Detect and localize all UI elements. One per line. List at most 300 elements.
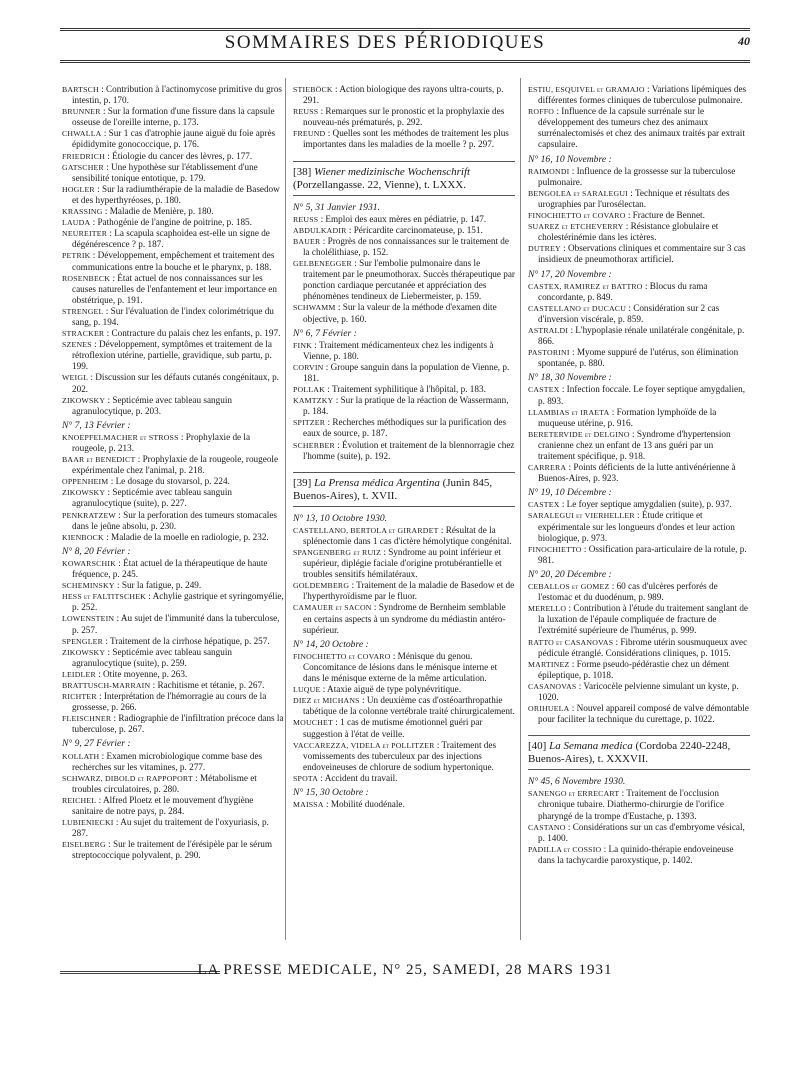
column-left — [62, 84, 284, 861]
entry-text: : Syndrome de Bernheim semblable en certains aspects à un syndrome du médiastin antéro-supérieur. — [303, 602, 506, 635]
entry-text: : Résistance globulaire et cholestérinémie dans les ictères. — [538, 221, 719, 243]
entry-text: : Le foyer septique amygdalien (suite), p. 937. — [559, 499, 732, 510]
abstract-entry — [62, 647, 284, 669]
author-names: LOWENSTEIN — [62, 614, 115, 624]
author-names: PADILLA et COSSIO — [528, 844, 602, 854]
issue-heading: N° 8, 20 Février : — [62, 545, 131, 557]
abstract-entry — [293, 695, 515, 717]
abstract-entry — [293, 340, 515, 362]
entry-text: : Contribution à l'actinomycose primitive du gros intestin, p. 170. — [72, 84, 282, 106]
abstract-entry — [293, 128, 515, 150]
entry-text: : Prophylaxie de la rougeole, p. 213. — [72, 431, 251, 453]
entry-text: : Groupe sanguin dans la population de Vienne, p. 181. — [303, 361, 510, 383]
entry-text: : Recherches méthodiques sur la purification des eaux de source, p. 187. — [303, 417, 507, 439]
page-header — [60, 28, 750, 68]
entry-text: : Observations cliniques et commentaire sur 3 cas insidieux de pneumothorax artificiel. — [538, 243, 746, 265]
entry-text: : Action biologique des rayons ultra-courts, p. 291. — [303, 84, 504, 106]
author-names: KNOEPFELMACHER et STROSS — [62, 432, 179, 442]
page-title: SOMMAIRES DES PÉRIODIQUES — [224, 32, 546, 53]
author-names: STRACKER — [62, 329, 105, 339]
author-names: REUSS — [293, 214, 319, 224]
journal-details: (Porzellangasse. 22, Vienne), t. LXXX. — [293, 178, 466, 191]
issue-heading: N° 14, 20 Octobre : — [293, 638, 369, 650]
issue-heading: N° 20, 20 Décembre : — [528, 568, 612, 580]
entry-text: : Prophylaxie de la rougeole, rougeole expérimentale chez l'animal, p. 218. — [72, 454, 279, 476]
issue-heading: N° 5, 31 Janvier 1931. — [293, 201, 380, 213]
author-names: CASTANO — [528, 822, 566, 832]
entry-text: : État actuel de nos connaissances sur les causes naturelles de l'enfantement et leur importance en obstétrique, p. 191. — [72, 272, 277, 305]
author-names: KRASSING — [62, 207, 103, 217]
abstract-entry — [293, 417, 515, 439]
abstract-entry — [62, 713, 284, 735]
author-names: FINOCHIETTO et COVARO — [528, 211, 626, 221]
author-names: BAAR et BENEDICT — [62, 455, 136, 465]
author-names: LEIDLER — [62, 669, 96, 679]
entry-text: : Sur l'évaluation de l'index colorimétrique du sang, p. 194. — [72, 305, 274, 327]
abstract-entry — [62, 206, 284, 217]
abstract-entry — [528, 243, 750, 265]
author-names: REUSS — [293, 107, 319, 117]
entry-text: : Septicémie avec tableau sanguin agranulocytique, p. 203. — [72, 394, 232, 416]
entry-text: : Ménisque du genou. Concomitance de lésions dans le ménisque interne et dans le ménisque externe de la même articulation. — [303, 650, 498, 684]
entry-text: : La scapula scaphoidea est-elle un signe de dégénérescence ? p. 187. — [72, 228, 270, 250]
entry-text: : Contribution à l'étude du traitement sanglant de la luxation de l'épaule compliquée de fracture de l'extrémité supérieure de l'humérus, p. 999. — [538, 603, 749, 636]
author-names: DUTREY — [528, 244, 561, 254]
abstract-entry — [528, 281, 750, 303]
abstract-entry — [293, 740, 515, 773]
issue-heading: N° 15, 30 Octobre : — [293, 786, 369, 798]
entry-text: : Accident du travail. — [318, 772, 398, 783]
entry-text: : Péricardite carcinomateuse, p. 151. — [346, 224, 483, 235]
page-number: 40 — [738, 34, 750, 48]
entry-text: : L'hypoplasie rénale unilatérale congénitale, p. 866. — [538, 324, 745, 347]
author-names: SCHERBER — [293, 440, 335, 450]
abstract-entry — [528, 221, 750, 243]
abstract-entry — [293, 258, 515, 302]
entry-text: : Influence de la grossesse sur la tuberculose pulmonaire. — [538, 165, 736, 187]
author-names: CARRERA — [528, 463, 567, 473]
abstract-entry — [62, 795, 284, 817]
abstract-entry — [62, 558, 284, 580]
abstract-entry — [62, 432, 284, 454]
entry-text: : Traitement médicamenteux chez les indigents à Vienne, p. 180. — [303, 339, 494, 361]
author-names: CEBALLOS et GOMEZ — [528, 582, 610, 592]
author-names: CHWALLA — [62, 129, 102, 139]
entry-text: : Considération sur 2 cas d'inversion viscérale, p. 859. — [538, 302, 720, 324]
issue-heading: N° 7, 13 Février : — [62, 419, 131, 431]
entry-text: : 1 cas de mutisme émotionnel guéri par suggestion à l'état de veille. — [303, 717, 483, 739]
abstract-entry — [528, 429, 750, 462]
abstract-entry — [293, 106, 515, 128]
author-names: KIENBOCK — [62, 532, 104, 542]
author-names: KOLLATH — [62, 751, 100, 761]
abstract-entry — [62, 669, 284, 680]
author-names: MOUCHET — [293, 718, 333, 728]
abstract-entry — [62, 839, 284, 861]
abstract-entry — [293, 684, 515, 695]
abstract-entry — [62, 339, 284, 372]
author-names: SPENGLER — [62, 636, 104, 646]
entry-text: : État actuel de la thérapeutique de haute fréquence, p. 245. — [72, 557, 268, 580]
abstract-entry — [528, 581, 750, 603]
abstract-entry — [293, 395, 515, 417]
entry-text: : Un deuxième cas d'ostéoarthropathie tabétique de la colonne vertébrale traité chirurgicalement. — [303, 695, 515, 717]
author-names: PASTORINI — [528, 348, 570, 358]
entry-text: : Sur la formation d'une fissure dans la capsule osseuse de l'oreille interne, p. 173. — [72, 106, 275, 128]
entry-text: : Septicémie avec tableau sanguin agranulocytique (suite), p. 227. — [72, 487, 232, 509]
author-names: STIEBÖCK — [293, 85, 333, 94]
abstract-entry — [62, 476, 284, 487]
journal-title: La Prensa médica Argentina — [314, 476, 440, 489]
author-names: SCHWAMM — [293, 303, 336, 313]
abstract-entry — [62, 306, 284, 328]
abstract-entry — [528, 325, 750, 347]
author-names: SPITZER — [293, 418, 326, 428]
author-names: VACCAREZZA, VIDELA et POLLITZER — [293, 740, 435, 750]
author-names: CASTELLANO et DUCACU — [528, 303, 627, 313]
issue-heading: N° 9, 27 Février : — [62, 738, 131, 750]
journal-heading — [293, 472, 515, 507]
abstract-entry — [528, 462, 750, 484]
entry-text: : Forme pseudo-pédérastie chez un dément épileptique, p. 1018. — [538, 658, 730, 680]
abstract-entry — [62, 84, 284, 106]
column-divider — [520, 78, 521, 940]
author-names: FINOCHIETTO et COVARO — [293, 651, 391, 661]
issue-heading: N° 19, 10 Décembre : — [528, 487, 612, 499]
entry-text: : Traitement des vomissements des tuberculeux par des injections endoveineuses de chlorure de sodium hypertonique. — [303, 739, 497, 772]
abstract-entry — [62, 454, 284, 476]
entry-text: : Traitement syphilitique à l'hôpital, p. 183. — [324, 384, 486, 395]
entry-text: : Sur la radiumthérapie de la maladie de Basedow et des hyperthyréoses, p. 180. — [72, 183, 280, 205]
abstract-entry — [528, 544, 750, 566]
author-names: LUBIENIECKI — [62, 818, 114, 828]
abstract-entry — [62, 162, 284, 184]
author-names: ABDULKADIR — [293, 225, 347, 235]
abstract-entry — [62, 106, 284, 128]
entry-text: : Technique et résultats des urographies par l'urosélectan. — [538, 187, 730, 209]
author-names: SCHEMINSKY — [62, 581, 115, 591]
entry-text: : Variations lipémiques des différentes formes cliniques de tuberculose pulmonaire. — [538, 84, 747, 106]
abstract-entry — [62, 487, 284, 509]
author-names: CASTEX — [528, 500, 560, 510]
abstract-entry — [62, 680, 284, 691]
author-names: ASTRALDI — [528, 325, 569, 335]
abstract-entry — [528, 659, 750, 681]
journal-details: (Cordoba 2240-2248, Buenos-Aires), t. XXXVII. — [528, 740, 731, 766]
issue-heading: N° 13, 10 Octobre 1930. — [293, 512, 388, 524]
author-names: ESTIU, ESQUIVEL et GRAMAJO — [528, 85, 645, 94]
entry-text: : Développement, symptômes et traitement de la rétroflexion utérine, partielle, gravidique, sub partu, p. 199. — [72, 339, 272, 372]
column-right — [528, 84, 750, 866]
entry-text: : 60 cas d'ulcères perforés de l'estomac et du duodénum, p. 989. — [538, 581, 718, 603]
entry-text: : Traitement de la maladie de Basedow et de l'hyperthyroïdisme par le fluor. — [303, 580, 515, 602]
abstract-entry — [62, 751, 284, 773]
issue-heading: N° 6, 7 Février : — [293, 327, 357, 339]
entry-text: : Interprétation de l'hémorragie au cours de la grossesse, p. 266. — [72, 691, 267, 713]
abstract-entry — [528, 681, 750, 703]
journal-title: Wiener medizinische Wochenschrift — [314, 165, 471, 178]
journal-details: (Junin 845, Buenos-Aires), t. XVII. — [293, 476, 493, 502]
journal-number: [40] — [528, 740, 550, 753]
author-names: SCHWARZ, DIBOLD et RAPPOPORT — [62, 773, 193, 783]
entry-text: : Rachitisme et tétanie, p. 267. — [150, 679, 265, 690]
abstract-entry — [528, 188, 750, 210]
author-names: BRUNNER — [62, 107, 101, 117]
abstract-entry — [528, 210, 750, 221]
entry-text: : Progrès de nos connaissances sur le traitement de la cholélithiase, p. 152. — [303, 235, 509, 257]
entry-text: : Points déficients de la lutte antivénérienne à Buenos-Aires, p. 923. — [538, 462, 736, 484]
author-names: ROSENBECK — [62, 273, 111, 283]
author-names: CASTEX, RAMIREZ et BATTRO — [528, 281, 643, 291]
abstract-entry — [62, 591, 284, 613]
entry-text: : Influence de la capsule surrénale sur le développement des tumeurs chez des animaux surrénalectomisés et chez des animaux traités par extrait capsulaire. — [538, 106, 745, 150]
journal-title: La Semana medica — [549, 740, 633, 753]
journal-heading — [293, 161, 515, 196]
author-names: NEUREITER — [62, 229, 108, 239]
abstract-entry — [62, 184, 284, 206]
abstract-entry — [528, 703, 750, 725]
entry-text: : Sur le traitement de l'érésipèle par le sérum streptococcique polyvalent, p. 290. — [72, 839, 273, 861]
abstract-entry — [62, 250, 284, 272]
abstract-entry — [528, 637, 750, 659]
header-rule-top — [60, 28, 750, 31]
author-names: GOLDEMBERG — [293, 581, 350, 591]
entry-text: : Contracture du palais chez les enfants, p. 197. — [104, 328, 281, 339]
entry-text: : Sur la pratique de la réaction de Wassermann, p. 184. — [303, 395, 509, 417]
abstract-entry — [293, 525, 515, 547]
author-names: RATTO et CASANOVAS — [528, 637, 614, 647]
entry-text: : Syndrome au point inférieur et supérieur, diplégie faciale d'origine protubérantielle et troubles sensitifs hémilatéraux. — [303, 547, 502, 580]
abstract-entry — [528, 844, 750, 866]
abstract-entry — [62, 151, 284, 162]
author-names: SANENGO et ERRECART — [528, 789, 620, 799]
abstract-entry — [293, 302, 515, 324]
entry-text: : Achylie gastrique et syringomyélie, p. 252. — [72, 591, 284, 613]
abstract-entry — [62, 773, 284, 795]
entry-text: : Sur l'embolie pulmonaire dans le traitement par le pneumothorax. Succès thérapeutique par ponction cardiaque percutanée et appréciation des phénomènes tendineux de Liebermeister, p. 159. — [303, 258, 515, 302]
entry-text: : Infection foccale. Le foyer septique amygdalien, p. 893. — [538, 384, 745, 406]
issue-heading: N° 17, 20 Novembre : — [528, 268, 612, 280]
entry-text: : Au sujet de l'immunité dans la tuberculose, p. 257. — [72, 613, 280, 635]
entry-text: : Maladie de Menière, p. 180. — [102, 206, 214, 217]
author-names: FINOCHIETTO — [528, 544, 582, 554]
author-names: CORVIN — [293, 362, 324, 372]
header-rule-bottom — [60, 60, 750, 63]
entry-text: : Considérations sur un cas d'embryome vésical, p. 1400. — [538, 821, 745, 843]
entry-text: : Étiologie du cancer des lèvres, p. 177. — [104, 150, 253, 161]
author-names: BARTSCH — [62, 85, 99, 94]
entry-text: : Maladie de la moelle en radiologie, p. 232. — [103, 531, 269, 542]
author-names: EISELBERG — [62, 840, 106, 850]
author-names: PETRIK — [62, 251, 91, 261]
author-names: ZIKOWSKY — [62, 395, 106, 405]
entry-text: : Une hypothèse sur l'établissement d'une sensibilité tonique entotique, p. 179. — [72, 161, 258, 183]
abstract-entry — [293, 225, 515, 236]
issue-heading: N° 18, 30 Novembre : — [528, 372, 612, 384]
abstract-entry — [293, 236, 515, 258]
abstract-entry — [293, 547, 515, 580]
abstract-entry — [293, 84, 515, 106]
entry-text: : Traitement de l'occlusion chronique tubaire. Diathermo-chirurgie de l'orifice pharyngé de la trompe d'Eustache, p. 1393. — [538, 788, 724, 821]
author-names: KAMTZKY — [293, 396, 334, 406]
entry-text: : Sur 1 cas d'atrophie jaune aiguë du foie après épididymite gonococcique, p. 176. — [72, 128, 276, 150]
author-names: ZIKOWSKY — [62, 647, 106, 657]
entry-text: : Le dosage du stovarsol, p. 224. — [108, 476, 230, 487]
abstract-entry — [62, 510, 284, 532]
abstract-entry — [62, 817, 284, 839]
abstract-entry — [528, 822, 750, 844]
author-names: ROFFO — [528, 107, 555, 117]
abstract-entry — [528, 510, 750, 543]
author-names: RICHTER — [62, 692, 97, 702]
author-names: BAUER — [293, 236, 321, 246]
entry-text: : Quelles sont les méthodes de traitement les plus importantes dans les maladies de la moelle ? p. 297. — [303, 128, 509, 150]
author-names: CAMAUER et SACON — [293, 603, 372, 613]
abstract-entry — [62, 217, 284, 228]
abstract-entry — [293, 717, 515, 739]
author-names: GELBENEGGER — [293, 259, 352, 269]
author-names: LLAMBIAS et IRAETA — [528, 407, 610, 417]
author-names: BRATTUSCH-MARRAIN — [62, 680, 151, 690]
author-names: MARTINEZ — [528, 659, 570, 669]
entry-text: : Fibrome utérin sousmuqueux avec pédicule étranglé. Considérations cliniques, p. 1015. — [538, 636, 748, 658]
entry-text: : Discussion sur les défauts cutanés congénitaux, p. 202. — [72, 372, 279, 394]
author-names: ORIHUELA — [528, 704, 570, 714]
author-names: PENKRATZEW — [62, 510, 116, 520]
column-middle — [293, 84, 515, 810]
abstract-entry — [528, 603, 750, 636]
entry-text: : Au sujet du traitement de l'oxyuriasis, p. 287. — [72, 817, 269, 839]
entry-text: : La quinido-thérapie endoveineuse dans la tachycardie paroxystique, p. 1402. — [538, 843, 734, 865]
abstract-entry — [62, 273, 284, 306]
author-names: OPPENHEIM — [62, 477, 109, 487]
abstract-entry — [62, 372, 284, 394]
column-divider — [285, 78, 286, 940]
abstract-entry — [62, 613, 284, 635]
author-names: RAIMONDI — [528, 166, 570, 176]
entry-text: : Otite moyenne, p. 263. — [95, 668, 188, 679]
abstract-entry — [62, 532, 284, 543]
entry-text: : Ataxie aiguë de type polynévritique. — [320, 684, 462, 695]
author-names: CASTELLANO, BERTOLA et GIRARDET — [293, 525, 439, 535]
author-names: BENGOLEA et SARALEGUI — [528, 188, 628, 198]
author-names: SPOTA — [293, 773, 319, 783]
page-footer — [60, 960, 750, 984]
entry-text: : Évolution et traitement de la blennorragie chez l'homme (suite), p. 192. — [303, 439, 515, 461]
author-names: ZIKOWSKY — [62, 488, 106, 498]
entry-text: : Myome suppuré de l'utérus, son élimination spontanée, p. 880. — [538, 347, 739, 369]
abstract-entry — [293, 602, 515, 635]
abstract-entry — [62, 636, 284, 647]
abstract-entry — [293, 440, 515, 462]
author-names: REICHEL — [62, 795, 97, 805]
abstract-entry — [62, 395, 284, 417]
entry-text: : Résultat de la splénectomie dans 1 cas d'ictère hémolytique congénital. — [303, 524, 512, 546]
abstract-entry — [528, 106, 750, 150]
abstract-entry — [62, 128, 284, 150]
author-names: SPANGENBERG et RUIZ — [293, 548, 382, 557]
author-names: GATSCHER — [62, 162, 104, 172]
entry-text: : Développement, empêchement et traitement des communications entre la bouche et le pharynx, p. 188. — [72, 250, 275, 272]
author-names: FLEISCHNER — [62, 714, 112, 724]
abstract-entry — [528, 84, 750, 106]
author-names: MAISSA — [293, 800, 324, 810]
author-names: HESS et FALTITSCHEK — [62, 592, 146, 602]
entry-text: : Métabolisme et troubles circulatoires, p. 280. — [72, 772, 257, 794]
author-names: CASTEX — [528, 385, 560, 395]
abstract-entry — [62, 580, 284, 591]
author-names: DIEZ et MICHANS — [293, 696, 360, 706]
entry-text: : Fracture de Bennet. — [625, 210, 705, 221]
author-names: WEIGL — [62, 373, 89, 383]
author-names: SARALEGUI et VIERHELLER — [528, 511, 635, 521]
abstract-entry — [293, 384, 515, 395]
journal-number: [39] — [293, 476, 315, 489]
abstract-entry — [293, 214, 515, 225]
entry-text: : Mobilité duodénale. — [323, 799, 405, 810]
author-names: STRENGEL — [62, 306, 104, 316]
entry-text: : Pathogénie de l'angine de poitrine, p. 185. — [90, 217, 252, 228]
abstract-entry — [62, 228, 284, 250]
entry-text: : Formation lymphoïde de la muqueuse utérine, p. 916. — [538, 406, 717, 428]
entry-text: : Blocus du rama concordante, p. 849. — [538, 280, 708, 302]
abstract-entry — [62, 691, 284, 713]
entry-text: : Emploi des eaux mères en pédiatrie, p. 147. — [318, 213, 487, 224]
journal-number: [38] — [293, 165, 315, 178]
abstract-entry — [528, 407, 750, 429]
entry-text: : Radiographie de l'infiltration précoce dans la tuberculose, p. 267. — [72, 713, 284, 735]
issue-heading: N° 16, 10 Novembre : — [528, 153, 612, 165]
entry-text: : Septicémie avec tableau sanguin agranulocytique (suite), p. 259. — [72, 646, 232, 668]
issue-heading: N° 45, 6 Novembre 1930. — [528, 776, 626, 788]
abstract-entry — [293, 799, 515, 810]
entry-text: : Ossification para-articulaire de la rotule, p. 981. — [538, 543, 747, 565]
abstract-entry — [528, 347, 750, 369]
author-names: KOWARSCHIK — [62, 558, 116, 568]
abstract-entry — [528, 384, 750, 406]
abstract-entry — [293, 773, 515, 784]
entry-text: : Sur la valeur de la méthode d'examen dite objective, p. 160. — [303, 302, 497, 324]
entry-text: : Syndrome d'hypertension cranienne chez un enfant de 13 ans guéri par un traitement spécifique, p. 918. — [538, 428, 731, 461]
entry-text: : Remarques sur le pronostic et la prophylaxie des nouveau-nés prématurés, p. 292. — [303, 106, 505, 128]
author-names: BERETERVIDE et DELGINO — [528, 429, 630, 439]
author-names: LAUDA — [62, 218, 91, 228]
abstract-entry — [528, 788, 750, 821]
journal-heading — [528, 735, 750, 770]
entry-text: : Sur la perforation des tumeurs stomacales dans le jeûne absolu, p. 230. — [72, 509, 277, 531]
author-names: FREUND — [293, 129, 326, 139]
abstract-entry — [528, 303, 750, 325]
author-names: MERELLO — [528, 604, 567, 614]
author-names: LUQUE — [293, 685, 321, 695]
abstract-entry — [293, 651, 515, 684]
footer-text: LA PRESSE MEDICALE, N° 25, SAMEDI, 28 MARS 1931 — [197, 962, 613, 978]
abstract-entry — [293, 580, 515, 602]
abstract-entry — [528, 499, 750, 510]
entry-text: : Alfred Ploetz et le mouvement d'hygiène sanitaire de notre pays, p. 284. — [72, 794, 254, 816]
author-names: CASANOVAS — [528, 681, 577, 691]
entry-text: : Sur la fatigue, p. 249. — [114, 580, 202, 591]
author-names: SUAREZ et ETCHEVERRY — [528, 222, 624, 232]
author-names: HOGLER — [62, 184, 95, 194]
entry-text: : Examen microbiologique comme base des recherches sur les vitamines, p. 277. — [72, 750, 263, 772]
author-names: POLLAK — [293, 385, 325, 395]
abstract-entry — [528, 166, 750, 188]
entry-text: : Traitement de la cirrhose hépatique, p. 257. — [103, 635, 270, 646]
author-names: FRIEDRICH — [62, 151, 105, 161]
abstract-entry — [62, 328, 284, 339]
entry-text: : Nouvel appareil composé de valve démontable pour faciliter la technique du curettage, p. 1022. — [538, 703, 749, 725]
